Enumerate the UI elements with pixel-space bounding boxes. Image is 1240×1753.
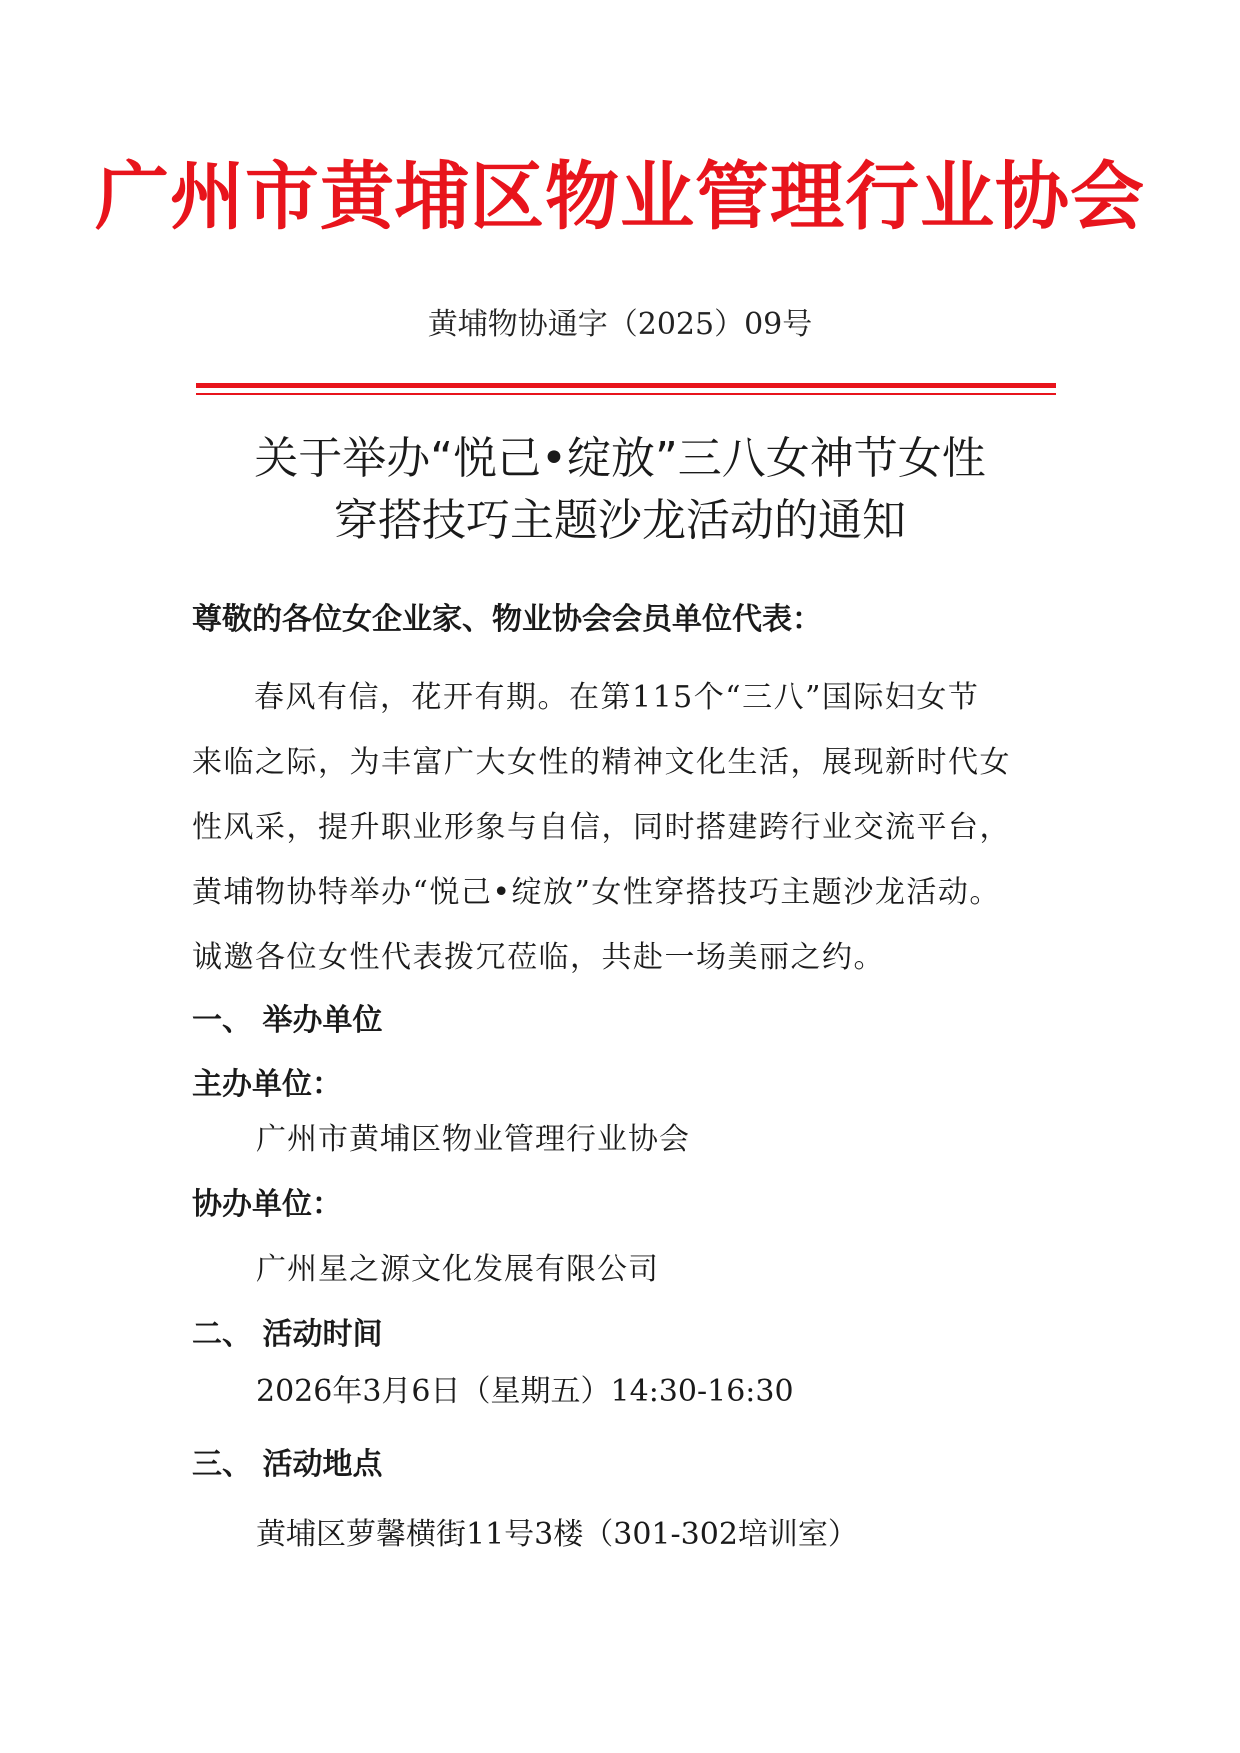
intro-line: 性风采，提升职业形象与自信，同时搭建跨行业交流平台， [192,810,1011,845]
organization-header: 广州市黄埔区物业管理行业协会 [95,154,1145,240]
intro-line: 黄埔物协特举办“悦己•绽放”女性穿搭技巧主题沙龙活动。 [192,875,1001,910]
section-heading-place: 三、 活动地点 [192,1447,383,1482]
co-organizer-label: 协办单位： [192,1187,342,1222]
intro-line: 来临之际，为丰富广大女性的精神文化生活，展现新时代女 [192,745,1011,780]
header-divider-thin [196,393,1056,395]
event-time: 2026年3月6日（星期五）14:30-16:30 [256,1374,794,1409]
intro-line: 春风有信，花开有期。在第115个“三八”国际妇女节 [254,680,980,715]
event-place: 黄埔区萝馨横街11号3楼（301-302培训室） [256,1517,858,1552]
co-organizer-value: 广州星之源文化发展有限公司 [256,1252,659,1287]
host-label: 主办单位： [192,1067,342,1102]
notice-title [150,428,1090,552]
intro-line: 诚邀各位女性代表拨冗莅临，共赴一场美丽之约。 [192,940,885,975]
header-divider-thick [196,383,1056,388]
document-number: 黄埔物协通字（2025）09号 [427,307,813,342]
host-value: 广州市黄埔区物业管理行业协会 [256,1122,690,1157]
section-heading-time: 二、 活动时间 [192,1317,383,1352]
notice-title-line-1: 关于举办“悦己•绽放”三八女神节女性 [254,433,986,484]
notice-title-line-2: 穿搭技巧主题沙龙活动的通知 [334,495,906,546]
intro-paragraph [192,665,1062,990]
section-heading-organizers: 一、 举办单位 [192,1003,383,1038]
salutation: 尊敬的各位女企业家、物业协会会员单位代表： [192,602,822,637]
